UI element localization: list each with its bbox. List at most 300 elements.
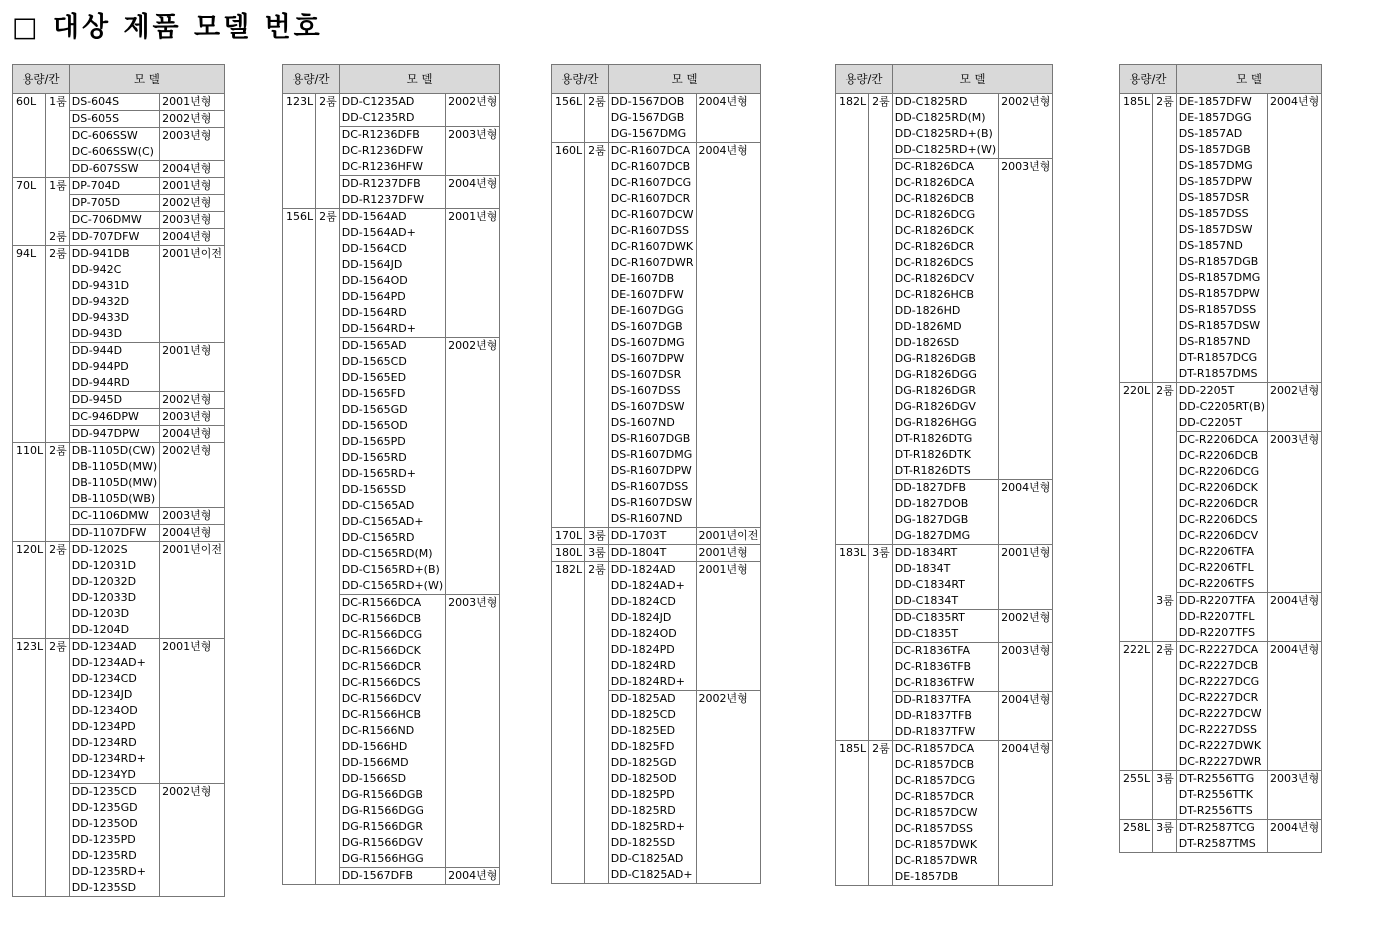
- table-row: [836, 480, 1053, 497]
- model-cell: DD-R1837TFW: [892, 724, 998, 741]
- model-cell: DC-R2206DCV: [1176, 528, 1267, 544]
- year-cell: [160, 800, 225, 816]
- compartment-cell: [46, 687, 70, 703]
- year-cell: 2001년형: [160, 343, 225, 360]
- table-header: [1120, 65, 1322, 94]
- table-row: [552, 159, 761, 175]
- model-cell: DD-1564RD+: [339, 321, 445, 338]
- compartment-cell: [316, 643, 340, 659]
- capacity-cell: [283, 159, 316, 176]
- model-cell: DC-606SSW(C): [69, 144, 159, 161]
- year-cell: [446, 803, 500, 819]
- capacity-cell: [283, 723, 316, 739]
- table-row: [1120, 642, 1322, 659]
- model-cell: DD-1565RD+: [339, 466, 445, 482]
- table-row: [13, 491, 225, 508]
- capacity-cell: [283, 707, 316, 723]
- year-cell: [696, 126, 761, 143]
- year-cell: [1268, 625, 1322, 642]
- year-cell: 2001년형: [696, 545, 761, 562]
- model-cell: DD-1565FD: [339, 386, 445, 402]
- table-row: [552, 463, 761, 479]
- year-cell: 2002년형: [999, 610, 1053, 627]
- compartment-cell: [46, 751, 70, 767]
- capacity-cell: [1120, 174, 1153, 190]
- capacity-cell: [836, 757, 869, 773]
- capacity-cell: [283, 627, 316, 643]
- compartment-cell: [1153, 415, 1177, 432]
- model-cell: DB-1105D(MW): [69, 475, 159, 491]
- compartment-cell: [869, 110, 893, 126]
- table-row: [836, 708, 1053, 724]
- model-cell: DD-C1565RD: [339, 530, 445, 546]
- table-row: [13, 784, 225, 801]
- compartment-cell: [585, 851, 609, 867]
- table-row: [13, 144, 225, 161]
- capacity-cell: [1120, 722, 1153, 738]
- year-cell: [1268, 206, 1322, 222]
- year-cell: [999, 659, 1053, 675]
- capacity-cell: [836, 593, 869, 610]
- capacity-cell: [13, 800, 46, 816]
- table-row: [836, 239, 1053, 255]
- capacity-cell: [552, 755, 585, 771]
- model-cell: DD-1824JD: [608, 610, 696, 626]
- compartment-cell: [869, 287, 893, 303]
- compartment-cell: [1153, 560, 1177, 576]
- compartment-cell: [869, 805, 893, 821]
- compartment-cell: [316, 143, 340, 159]
- model-cell: DD-945D: [69, 392, 159, 409]
- compartment-cell: [316, 159, 340, 176]
- table-row: [552, 578, 761, 594]
- compartment-cell: [1153, 110, 1177, 126]
- compartment-cell: [316, 530, 340, 546]
- table-row: [1120, 754, 1322, 771]
- year-cell: [696, 159, 761, 175]
- compartment-cell: [869, 335, 893, 351]
- compartment-cell: [46, 574, 70, 590]
- year-cell: [1268, 658, 1322, 674]
- compartment-cell: [316, 450, 340, 466]
- table-row: [1120, 722, 1322, 738]
- year-cell: [446, 289, 500, 305]
- table-row: [836, 675, 1053, 692]
- capacity-cell: [283, 595, 316, 612]
- year-cell: [999, 110, 1053, 126]
- compartment-cell: [585, 610, 609, 626]
- compartment-cell: [46, 426, 70, 443]
- model-cell: DD-1824PD: [608, 642, 696, 658]
- year-cell: [1268, 609, 1322, 625]
- table-row: [1120, 334, 1322, 350]
- year-cell: [160, 558, 225, 574]
- year-cell: [160, 655, 225, 671]
- capacity-cell: [836, 431, 869, 447]
- year-cell: [999, 805, 1053, 821]
- model-cell: DC-R1826DCA: [892, 175, 998, 191]
- year-cell: [446, 192, 500, 209]
- table-row: [552, 287, 761, 303]
- table-row: [283, 176, 500, 193]
- table-row: [13, 639, 225, 656]
- table-row: [836, 545, 1053, 562]
- model-cell: DS-R1857ND: [1176, 334, 1267, 350]
- compartment-cell: [585, 594, 609, 610]
- year-cell: [1268, 754, 1322, 771]
- compartment-cell: 2룸: [46, 229, 70, 246]
- compartment-cell: [316, 514, 340, 530]
- compartment-cell: 2룸: [46, 443, 70, 460]
- compartment-cell: [1153, 674, 1177, 690]
- compartment-cell: [585, 835, 609, 851]
- year-cell: [1268, 738, 1322, 754]
- model-cell: DD-1235RD+: [69, 864, 159, 880]
- table-row: [836, 659, 1053, 675]
- compartment-cell: [46, 294, 70, 310]
- model-cell: DE-1607DB: [608, 271, 696, 287]
- capacity-cell: [1120, 270, 1153, 286]
- model-cell: DD-C1835T: [892, 626, 998, 643]
- table-row: [552, 191, 761, 207]
- model-cell: DD-C1825AD+: [608, 867, 696, 884]
- model-cell: DS-1857DGB: [1176, 142, 1267, 158]
- model-cell: DD-1565RD: [339, 450, 445, 466]
- year-cell: 2004년형: [1268, 820, 1322, 837]
- model-cell: DS-R1857DMG: [1176, 270, 1267, 286]
- model-cell: DD-C1834T: [892, 593, 998, 610]
- model-cell: DC-R1566DCA: [339, 595, 445, 612]
- table-row: [283, 321, 500, 338]
- capacity-cell: [13, 326, 46, 343]
- model-cell: DC-R1826DCA: [892, 159, 998, 176]
- year-cell: [696, 755, 761, 771]
- model-cell: DC-R2206DCA: [1176, 432, 1267, 449]
- model-cell: DD-1825ED: [608, 723, 696, 739]
- compartment-cell: [1153, 334, 1177, 350]
- model-cell: DD-1567DFB: [339, 868, 445, 885]
- capacity-cell: [552, 351, 585, 367]
- table-row: [552, 787, 761, 803]
- table-row: [283, 739, 500, 755]
- year-cell: [446, 643, 500, 659]
- capacity-cell: [1120, 836, 1153, 853]
- model-cell: DC-606SSW: [69, 128, 159, 145]
- compartment-cell: [316, 466, 340, 482]
- year-cell: 2002년형: [446, 338, 500, 355]
- table-row: [13, 816, 225, 832]
- year-cell: [999, 593, 1053, 610]
- compartment-cell: [46, 392, 70, 409]
- compartment-cell: [869, 626, 893, 643]
- compartment-cell: [585, 303, 609, 319]
- table-row: [13, 703, 225, 719]
- model-cell: DD-R1837TFB: [892, 708, 998, 724]
- compartment-cell: [585, 658, 609, 674]
- compartment-cell: [869, 271, 893, 287]
- table-row: [836, 577, 1053, 593]
- table-row: [13, 392, 225, 409]
- year-cell: 2003년형: [446, 127, 500, 144]
- year-cell: [1268, 448, 1322, 464]
- model-cell: DD-607SSW: [69, 161, 159, 178]
- capacity-cell: [283, 305, 316, 321]
- model-cell: DS-604S: [69, 94, 159, 111]
- capacity-cell: 123L: [283, 94, 316, 111]
- model-cell: DS-1607ND: [608, 415, 696, 431]
- capacity-cell: [836, 528, 869, 545]
- compartment-cell: [585, 207, 609, 223]
- compartment-cell: [316, 225, 340, 241]
- compartment-cell: 2룸: [1153, 94, 1177, 111]
- capacity-cell: 222L: [1120, 642, 1153, 659]
- capacity-cell: [283, 110, 316, 127]
- model-cell: DS-1857DSR: [1176, 190, 1267, 206]
- table-row: [13, 606, 225, 622]
- model-cell: DG-R1826HGG: [892, 415, 998, 431]
- compartment-cell: [46, 212, 70, 229]
- compartment-cell: [316, 289, 340, 305]
- compartment-cell: [585, 239, 609, 255]
- capacity-cell: [13, 832, 46, 848]
- capacity-cell: [283, 338, 316, 355]
- capacity-cell: [1120, 448, 1153, 464]
- model-cell: DC-R2227DCW: [1176, 706, 1267, 722]
- compartment-cell: [869, 610, 893, 627]
- year-cell: [999, 675, 1053, 692]
- model-cell: DD-1564PD: [339, 289, 445, 305]
- model-cell: DC-R2227DCA: [1176, 642, 1267, 659]
- year-cell: [696, 415, 761, 431]
- year-cell: 2003년형: [160, 508, 225, 525]
- year-cell: [1268, 674, 1322, 690]
- compartment-cell: [585, 271, 609, 287]
- compartment-cell: [1153, 222, 1177, 238]
- year-cell: 2002년형: [1268, 383, 1322, 400]
- compartment-cell: 3룸: [869, 545, 893, 562]
- capacity-cell: [283, 482, 316, 498]
- capacity-cell: [13, 848, 46, 864]
- capacity-cell: [1120, 142, 1153, 158]
- year-cell: [446, 707, 500, 723]
- compartment-cell: [869, 431, 893, 447]
- capacity-cell: [13, 144, 46, 161]
- year-cell: [1268, 512, 1322, 528]
- capacity-cell: [283, 771, 316, 787]
- year-cell: 2004년형: [1268, 94, 1322, 111]
- year-cell: [999, 126, 1053, 142]
- year-cell: [1268, 560, 1322, 576]
- year-cell: [446, 659, 500, 675]
- capacity-cell: [283, 127, 316, 144]
- year-cell: [696, 674, 761, 691]
- year-cell: [446, 851, 500, 868]
- capacity-cell: [283, 514, 316, 530]
- model-cell: DD-12031D: [69, 558, 159, 574]
- year-cell: [999, 577, 1053, 593]
- compartment-cell: [1153, 464, 1177, 480]
- table-row: [13, 475, 225, 491]
- compartment-cell: [46, 475, 70, 491]
- capacity-cell: [836, 175, 869, 191]
- compartment-cell: [1153, 190, 1177, 206]
- model-cell: DD-C1565RD(M): [339, 546, 445, 562]
- capacity-cell: [13, 229, 46, 246]
- capacity-cell: 156L: [283, 209, 316, 226]
- year-cell: [1268, 302, 1322, 318]
- capacity-cell: [836, 480, 869, 497]
- table-row: [13, 655, 225, 671]
- model-cell: DD-1824AD: [608, 562, 696, 579]
- model-cell: DD-C1825RD: [892, 94, 998, 111]
- year-cell: [446, 755, 500, 771]
- model-cell: DD-C1235AD: [339, 94, 445, 111]
- capacity-cell: [1120, 254, 1153, 270]
- model-cell: DD-R2207TFL: [1176, 609, 1267, 625]
- compartment-cell: [1153, 528, 1177, 544]
- compartment-cell: [585, 479, 609, 495]
- table-header: [552, 65, 761, 94]
- capacity-cell: [13, 525, 46, 542]
- compartment-cell: [46, 409, 70, 426]
- capacity-cell: [283, 241, 316, 257]
- model-cell: DD-C1834RT: [892, 577, 998, 593]
- table-row: [1120, 528, 1322, 544]
- table-row: [836, 142, 1053, 159]
- capacity-cell: [283, 418, 316, 434]
- table-row: [13, 687, 225, 703]
- model-cell: DD-1824RD+: [608, 674, 696, 691]
- compartment-cell: [869, 708, 893, 724]
- year-cell: [999, 383, 1053, 399]
- model-cell: DD-1565GD: [339, 402, 445, 418]
- model-cell: DS-1607DSS: [608, 383, 696, 399]
- model-cell: DC-R1857DCG: [892, 773, 998, 789]
- table-row: [552, 755, 761, 771]
- model-cell: DC-R1857DCA: [892, 741, 998, 758]
- capacity-cell: [13, 278, 46, 294]
- table-row: [836, 431, 1053, 447]
- table-row: [1120, 448, 1322, 464]
- capacity-cell: 156L: [552, 94, 585, 111]
- year-cell: [696, 175, 761, 191]
- capacity-cell: [836, 351, 869, 367]
- compartment-cell: [46, 558, 70, 574]
- model-cell: DG-R1566DGG: [339, 803, 445, 819]
- capacity-cell: [1120, 593, 1153, 610]
- year-cell: [696, 739, 761, 755]
- model-cell: DD-1827DOB: [892, 496, 998, 512]
- year-cell: [696, 383, 761, 399]
- table-row: [836, 724, 1053, 741]
- capacity-cell: [836, 724, 869, 741]
- year-cell: [696, 771, 761, 787]
- model-cell: DC-R1607DCA: [608, 143, 696, 160]
- compartment-cell: [46, 144, 70, 161]
- compartment-cell: 3룸: [585, 545, 609, 562]
- year-cell: [1268, 350, 1322, 366]
- compartment-cell: [869, 692, 893, 709]
- capacity-cell: [1120, 206, 1153, 222]
- compartment-cell: [316, 627, 340, 643]
- table-row: [552, 431, 761, 447]
- capacity-cell: [283, 321, 316, 338]
- table-row: [836, 207, 1053, 223]
- compartment-cell: 2룸: [585, 94, 609, 111]
- compartment-cell: [46, 848, 70, 864]
- table-row: [13, 278, 225, 294]
- model-cell: DD-1202S: [69, 542, 159, 559]
- model-cell: DD-1234AD+: [69, 655, 159, 671]
- model-cell: DS-R1857DGB: [1176, 254, 1267, 270]
- capacity-cell: [552, 787, 585, 803]
- year-cell: [446, 723, 500, 739]
- capacity-cell: [283, 176, 316, 193]
- table-row: [1120, 350, 1322, 366]
- compartment-cell: [46, 655, 70, 671]
- table-row: [283, 159, 500, 176]
- model-cell: DD-1825AD: [608, 691, 696, 708]
- model-cell: DD-1825OD: [608, 771, 696, 787]
- table-row: [283, 94, 500, 111]
- model-cell: DD-1825PD: [608, 787, 696, 803]
- year-cell: [446, 110, 500, 127]
- compartment-cell: [316, 241, 340, 257]
- model-cell: DD-1234YD: [69, 767, 159, 784]
- model-cell: DC-R1836TFW: [892, 675, 998, 692]
- capacity-cell: [1120, 674, 1153, 690]
- compartment-cell: [1153, 366, 1177, 383]
- year-cell: [446, 466, 500, 482]
- model-cell: DS-R1607DSW: [608, 495, 696, 511]
- model-cell: DD-C2205RT(B): [1176, 399, 1267, 415]
- table-row: [1120, 174, 1322, 190]
- model-cell: DD-1566MD: [339, 755, 445, 771]
- capacity-cell: [1120, 222, 1153, 238]
- capacity-cell: [552, 335, 585, 351]
- table-row: [283, 482, 500, 498]
- model-cell: DD-1235RD: [69, 848, 159, 864]
- capacity-cell: [552, 399, 585, 415]
- year-cell: 2004년형: [999, 480, 1053, 497]
- model-cell: DD-944PD: [69, 359, 159, 375]
- model-cell: DC-R1857DCR: [892, 789, 998, 805]
- table-row: [1120, 771, 1322, 788]
- capacity-cell: [1120, 625, 1153, 642]
- compartment-cell: [1153, 174, 1177, 190]
- table-row: [13, 864, 225, 880]
- year-cell: [696, 479, 761, 495]
- capacity-cell: [836, 271, 869, 287]
- model-cell: DS-1607DPW: [608, 351, 696, 367]
- year-cell: [999, 447, 1053, 463]
- year-cell: [160, 864, 225, 880]
- table-row: [283, 338, 500, 355]
- year-cell: [160, 475, 225, 491]
- compartment-cell: [585, 578, 609, 594]
- table-row: [1120, 480, 1322, 496]
- compartment-cell: [585, 739, 609, 755]
- capacity-cell: [1120, 658, 1153, 674]
- compartment-cell: [316, 402, 340, 418]
- capacity-cell: [13, 880, 46, 897]
- capacity-cell: [1120, 110, 1153, 126]
- capacity-cell: [552, 110, 585, 126]
- compartment-cell: [585, 383, 609, 399]
- year-cell: [160, 294, 225, 310]
- compartment-cell: [585, 495, 609, 511]
- capacity-cell: [836, 659, 869, 675]
